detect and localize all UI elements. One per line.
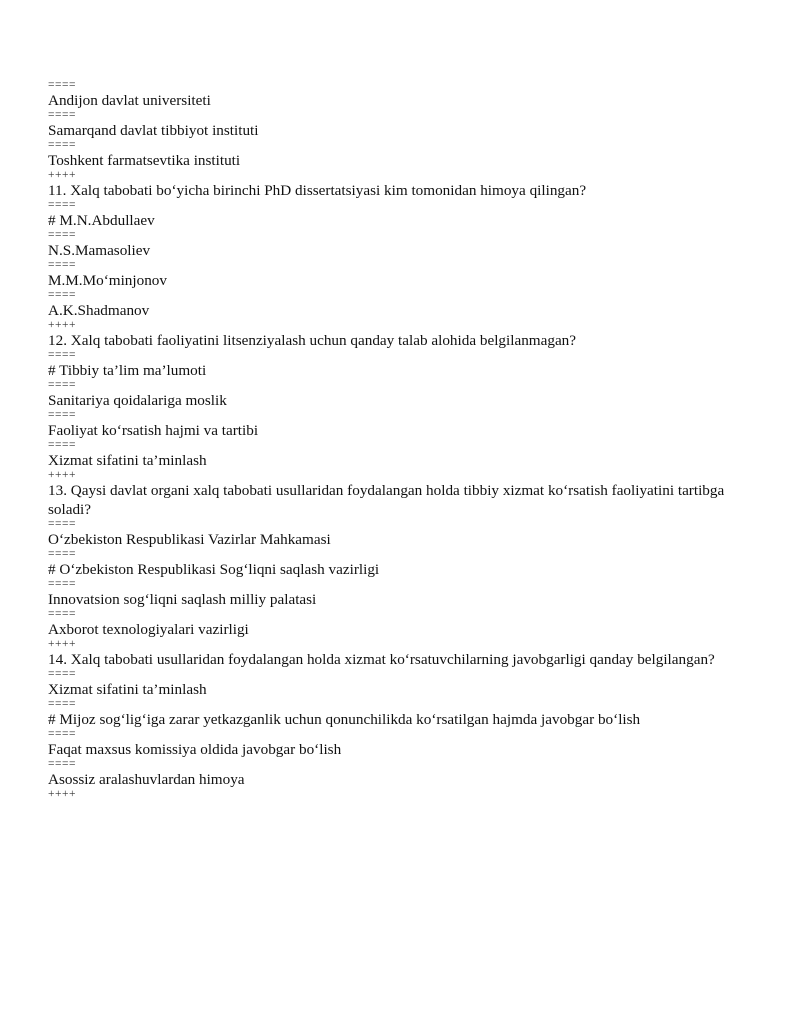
correct-answer-option: # Mijoz sog‘lig‘iga zarar yetkazganlik uchun qonunchilikda ko‘rsatilgan hajmda javobgar bo‘lish	[48, 711, 641, 728]
answer-option: Asossiz aralashuvlardan himoya	[48, 771, 245, 788]
answer-option: Axborot texnologiyalari vazirligi	[48, 621, 249, 638]
answer-separator: ====	[48, 409, 76, 421]
answer-separator: ====	[48, 439, 76, 451]
answer-option: Samarqand davlat tibbiyot instituti	[48, 122, 259, 139]
question-separator: ++++	[48, 469, 76, 481]
answer-option: Faqat maxsus komissiya oldida javobgar bo‘lish	[48, 741, 342, 758]
question-text: 12. Xalq tabobati faoliyatini litsenziyalash uchun qanday talab alohida belgilanmagan?	[48, 332, 577, 349]
answer-option: O‘zbekiston Respublikasi Vazirlar Mahkamasi	[48, 531, 331, 548]
answer-option: A.K.Shadmanov	[48, 302, 150, 319]
answer-separator: ====	[48, 608, 76, 620]
question-text: 13. Qaysi davlat organi xalq tabobati usullaridan foydalangan holda tibbiy xizmat ko‘rsatish faoliyatini tartibga soladi?	[48, 482, 725, 518]
document-page	[48, 80, 768, 800]
answer-separator: ====	[48, 349, 76, 361]
answer-option: Xizmat sifatini ta’minlash	[48, 452, 207, 469]
question-separator: ++++	[48, 638, 76, 650]
question-text: 14. Xalq tabobati usullaridan foydalangan holda xizmat ko‘rsatuvchilarning javobgarligi qanday belgilangan?	[48, 651, 715, 668]
question-separator: ++++	[48, 788, 76, 800]
answer-separator: ====	[48, 728, 76, 740]
answer-separator: ====	[48, 379, 76, 391]
answer-option: Innovatsion sog‘liqni saqlash milliy palatasi	[48, 591, 317, 608]
answer-option: Toshkent farmatsevtika instituti	[48, 152, 241, 169]
correct-answer-option: # M.N.Abdullaev	[48, 212, 155, 229]
answer-option: Sanitariya qoidalariga moslik	[48, 392, 227, 409]
correct-answer-option: # O‘zbekiston Respublikasi Sog‘liqni saqlash vazirligi	[48, 561, 380, 578]
answer-separator: ====	[48, 548, 76, 560]
answer-separator: ====	[48, 698, 76, 710]
answer-separator: ====	[48, 518, 76, 530]
answer-separator: ====	[48, 289, 76, 301]
answer-option: M.M.Mo‘minjonov	[48, 272, 167, 289]
question-separator: ++++	[48, 319, 76, 331]
answer-separator: ====	[48, 668, 76, 680]
answer-separator: ====	[48, 259, 76, 271]
answer-option: Xizmat sifatini ta’minlash	[48, 681, 207, 698]
answer-separator: ====	[48, 578, 76, 590]
answer-separator: ====	[48, 758, 76, 770]
answer-separator: ====	[48, 229, 76, 241]
answer-separator: ====	[48, 109, 76, 121]
answer-option: Andijon davlat universiteti	[48, 92, 211, 109]
answer-separator: ====	[48, 79, 76, 91]
answer-option: Faoliyat ko‘rsatish hajmi va tartibi	[48, 422, 259, 439]
question-text: 11. Xalq tabobati bo‘yicha birinchi PhD dissertatsiyasi kim tomonidan himoya qilingan?	[48, 182, 587, 199]
question-separator: ++++	[48, 169, 76, 181]
correct-answer-option: # Tibbiy ta’lim ma’lumoti	[48, 362, 207, 379]
answer-separator: ====	[48, 139, 76, 151]
answer-option: N.S.Mamasoliev	[48, 242, 151, 259]
answer-separator: ====	[48, 199, 76, 211]
